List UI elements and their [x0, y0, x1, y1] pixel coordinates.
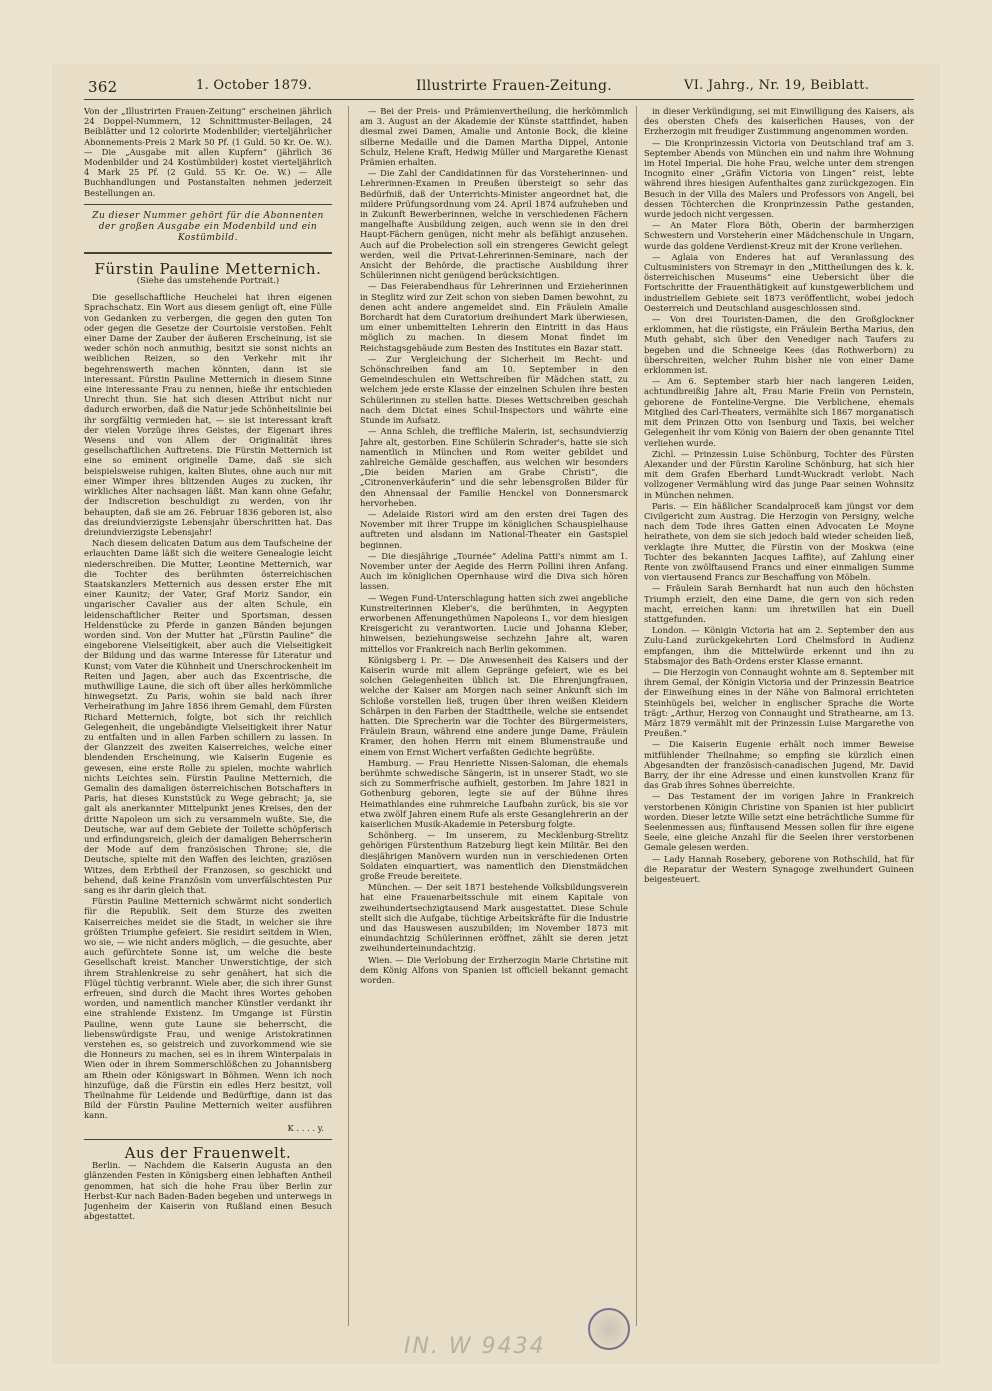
news-paragraph: — Lady Hannah Rosebery, geborene von Rothschild, hat für die Reparatur der Western Synagoge zweihundert Guineen beigesteuert.	[644, 853, 914, 885]
volume-info: VI. Jahrg., Nr. 19, Beiblatt.	[684, 78, 870, 93]
article-title: Fürstin Pauline Metternich.	[94, 259, 322, 278]
divider	[84, 1139, 332, 1140]
news-paragraph: — Fräulein Sarah Bernhardt hat nun auch den höchsten Triumph erzielt, den eine Dame, die gern von sich reden macht, erreichen kann: um ihretwillen hat ein Duell stattgefunden.	[644, 583, 914, 624]
divider	[84, 204, 332, 205]
news-paragraph: Paris. — Ein häßlicher Scandalproceß kam jüngst vor dem Civilgericht zum Austrag. Die Herzogin von Persigny, welche nach dem Tode ihres Gatten einen Advocaten Le Moyne heirathete, von dem sie sich jedoch bald wieder scheiden ließ, verklagte ihre Mutter, die Fürstin von der Moskwa (eine Tochter des bekannten Jacques Laffite), auf Zahlung einer Rente von zwölftausend Francs und einer einmaligen Summe von viertausend Francs zur Beschaffung von Möbeln.	[644, 500, 914, 583]
page-number: 362	[88, 78, 118, 96]
news-paragraph: Königsberg i. Pr. — Die Anwesenheit des Kaisers und der Kaiserin wurde mit allem Gepränge gefeiert, wie es bei solchen Gelegenheiten üblich ist. Die Ehrenjungfrauen, welche der Kaiser am Morgen nach seiner Ankunft sich im Schloße vorstellen ließ, trugen über ihren weißen Kleidern Schärpen in den Farben der Stadttheile, welche sie entsendet hatten. Die Sprecherin war die Tochter des Bürgermeisters, Fräulein Braun, während eine andere junge Dame, Fräulein Kramer, den hohen Herrn mit einem Blumenstrauße und einem von Ernst Wichert verfaßten Gedichte begrüßte.	[360, 654, 628, 757]
news-paragraph: Berlin. — Nachdem die Kaiserin Augusta an den glänzenden Festen in Königsberg einen lebhaften Antheil genommen, hat sich die hohe Frau über Berlin zur Herbst-Kur nach Baden-Baden begeben und unterwegs in Jugenheim der Kaiserin von Rußland einen Besuch abgestattet.	[84, 1160, 332, 1222]
column-rule-1	[348, 106, 349, 1326]
section-title: Aus der Frauenwelt.	[124, 1143, 292, 1162]
column-1	[84, 106, 332, 1356]
news-paragraph: London. — Königin Victoria hat am 2. September den aus Zulu-Land zurückgekehrten Lord Chelmsford in Audienz empfangen, ihm die Mittelwürde erkennt und ihn zu Stabsmajor des Bath-Ordens erster Klasse ernannt.	[644, 625, 914, 666]
news-paragraph: — Bei der Preis- und Prämienvertheilung, die herkömmlich am 3. August an der Akademie der Künste stattfindet, haben diesmal zwei Damen, Amalie und Antonie Bock, die kleine silberne Medaille und die Damen Martha Dippel, Antonie Schulz, Helene Kraft, Hedwig Müller und Margarethe Kienast Prämien erhalten.	[360, 106, 628, 168]
author-signature: K . . . . y.	[287, 1122, 324, 1133]
shelfmark: IN. W 9434	[404, 1334, 546, 1359]
news-paragraph: in dieser Verkündigung, sei mit Einwilligung des Kaisers, als des obersten Chefs des kaiserlichen Hauses, von der Erzherzogin mit freudiger Zustimmung angenommen worden.	[644, 106, 914, 137]
news-paragraph: — Die diesjährige „Tournée“ Adelina Patti's nimmt am 1. November unter der Aegide des Herrn Pollini ihren Anfang. Auch im königlichen Opernhause wird die Diva sich hören lassen.	[360, 550, 628, 592]
journal-title: Illustrirte Frauen-Zeitung.	[416, 78, 612, 94]
issue-date: 1. October 1879.	[196, 78, 312, 93]
page-header	[84, 78, 914, 100]
news-paragraph: — Von drei Touristen-Damen, die den Großglockner erklommen, hat die rüstigste, ein Fräulein Bertha Marius, den Muth gehabt, sich über den Venediger nach Taufers zu begeben und die Schneeige Kees (das Rothwerborn) zu überschreiten, welcher Ruhm bisher nie von einer Dame erklommen ist.	[644, 314, 914, 376]
subscription-notice: Von der „Illustrirten Frauen-Zeitung“ erscheinen jährlich 24 Doppel-Nummern, 12 Schnittmuster-Beilagen, 24 Beiblätter und 12 colorirte Modenbilder; vierteljährlicher Abonnements-Preis 2 Mark 50 Pf. (1 Guld. 50 Kr. Oe. W.). — Die „Ausgabe mit allen Kupfern“ (jährlich 36 Modenbilder und 24 Kostümbilder) kostet vierteljährlich 4 Mark 25 Pf. (2 Guld. 55 Kr. Oe. W.) — Alle Buchhandlungen und Postanstalten nehmen jederzeit Bestellungen an.	[84, 106, 332, 198]
news-paragraph: — Aglaia von Enderes hat auf Veranlassung des Cultusministers von Stremayr in den „Mittheilungen des k. k. österreichischen Museums“ eine Uebersicht über die Fortschritte der Frauenthätigkeit auf kunstgewerblichem und industriellem Gebiete seit 1873 veröffentlicht, wobei jedoch Oesterreich und Deutschland ausgeschlossen sind.	[644, 251, 914, 313]
news-paragraph: — Adelaide Ristori wird am den ersten drei Tagen des November mit ihrer Truppe im königlichen Schauspielhause auftreten und alsdann im National-Theater ein Gastspiel beginnen.	[360, 508, 628, 550]
news-paragraph: Zichl. — Prinzessin Luise Schönburg, Tochter des Fürsten Alexander und der Fürstin Karoline Schönburg, hat sich hier mit dem Grafen Eberhard Lundt-Wuckradt verlobt. Nach vollzogener Vermählung wird das junge Paar seinen Wohnsitz in München nehmen.	[644, 448, 914, 500]
article-paragraph: Nach diesem delicaten Datum aus dem Taufscheine der erlauchten Dame läßt sich die weitere Genealogie leicht niederschreiben. Die Mutter, Leontine Metternich, war die Tochter des berühmten österreichischen Staatskanzlers Metternich aus dessen erster Ehe mit einer Kaunitz; der Vater, Graf Moriz Sandor, ein ungarischer Cavalier aus der alten Schule, ein leidenschaftlicher Reiter und Sportsman, dessen Heldenstücke zu Pferde in ganzen Bänden bejungen worden sind. Von der Mutter hat „Fürstin Pauline“ die eingeborene Vielseitigkeit, aber auch die Vielseitigkeit der Bildung und das warme Interesse für Literatur und Kunst; vom Vater die Kühnheit und Unerschrockenheit im Reiten und Jagen, aber auch das Excentrische, die muthwillige Laune, die sich oft über alles herkömmliche hinwegsetzt. Zu Paris, wohin sie bald nach ihrer Verheirathung im Jahre 1856 ihrem Gemahl, dem Fürsten Richard Metternich, folgte, bot sich ihr reichlich Gelegenheit, die ungebändigte Vielseitigkeit ihrer Natur zu entfalten und in allen Farben schillern zu lassen. In der Glanzzeit des zweiten Kaiserreiches, welche einer blendenden Erscheinung, wie Kaiserin Eugenie es gewesen, eine erste Rolle zu spielen, mochte wahrlich nichts Leichtes sein. Fürstin Pauline Metternich, die Gemalin des damaligen österreichischen Botschafters in Paris, hat dieses Kunststück zu Wege gebracht; ja, sie galt als anerkannter Mittelpunkt jenes Kreises, den der dritte Napoleon um sich zu versammeln wußte. Sie, die Deutsche, war auf dem Gebiete der Toilette schöpferisch und erfindungsreich, gleich der damaligen Beherrscherin der Mode auf dem französischen Throne; sie, die Deutsche, spielte mit den Waffen des leichten, graziösen Witzes, dem Erbtheil der Franzosen, so geschickt und behend, daß keine Französin vom unverfälschtesten Pur sang es ihr darin gleich that.	[84, 538, 332, 896]
news-paragraph: — Die Kaiserin Eugenie erhält noch immer Beweise mitfühlender Theilnahme; so empfing sie kürzlich einen Abgesandten der französisch-canadischen Jugend, Mr. David Barry, der ihr eine Adresse und einen kunstvollen Kranz für das Grab ihres Sohnes überreichte.	[644, 739, 914, 791]
news-paragraph: — Die Herzogin von Connaught wohnte am 8. September mit ihrem Gemal, der Königin Victoria und der Prinzessin Beatrice der Einweihung eines in der Nähe von Balmoral errichteten Steinhügels bei, welcher in englischer Sprache die Worte trägt: „Arthur, Herzog von Connaught und Strathearne, am 13. März 1879 vermählt mit der Prinzessin Luise Margarethe von Preußen.“	[644, 666, 914, 739]
news-paragraph: — Das Testament der im vorigen Jahre in Frankreich verstorbenen Königin Christine von Spanien ist hier publicirt worden. Dieser letzte Wille setzt eine beträchtliche Summe für Seelenmessen aus; fünftausend Messen sollen für ihre eigene Seele, eine gleiche Anzahl für die Seelen ihrer verstorbenen Gemale gelesen werden.	[644, 791, 914, 853]
library-stamp-icon	[588, 1308, 630, 1350]
news-paragraph: — Am 6. September starb hier nach langeren Leiden, achtundbreißig Jahre alt, Frau Marie Freiin von Pernstein, geborene de Fonteline-Vergne. Die Verblichene, ehemals Mitglied des Carl-Theaters, vermählte sich 1867 morganatisch mit dem Prinzen Otto von Isenburg und Taxis, bei welcher Gelegenheit ihr vom König von Baiern der oben genannte Titel verliehen wurde.	[644, 376, 914, 448]
newspaper-page	[84, 66, 914, 1356]
article-subtitle: (Siehe das umstehende Portrait.)	[136, 276, 280, 287]
news-paragraph: — Das Feierabendhaus für Lehrerinnen und Erzieherinnen in Steglitz wird zur Zeit schon von sieben Damen bewohnt, zu denen acht andere angemeldet sind. Ein Fräulein Amalie Borchardt hat dem Curatorium dreihundert Mark überwiesen, um einer unbemittelten Lehrerin den Eintritt in das Haus möglich zu machen. In diesem Monat findet im Reichstagsgebäude zum Besten des Institutes ein Bazar statt.	[360, 281, 628, 353]
header-rule	[84, 99, 914, 100]
news-paragraph: — Wegen Fund-Unterschlagung hatten sich zwei angebliche Kunstreiterinnen Kleber's, die berühmten, in Aegypten erworbenen Affenungethümen Napoleons I., vor dem hiesigen Kreisgericht zu verantworten. Lucie und Johanna Kleber, hinweisen, beziehungsweise sechzehn Jahre alt, waren mittellos vor Frankreich nach Berlin gekommen.	[360, 592, 628, 654]
news-paragraph: — Zur Vergleichung der Sicherheit im Recht- und Schönschreiben fand am 10. September in den Gemeindeschulen ein Wettschreiben für Mädchen statt, zu welchem jede erste Klasse der einzelnen Schulen ihre besten Schülerinnen zu stellen hatte. Dieses Wettschreiben geschah nach dem Dictat eines Schul-Inspectors und währte eine Stunde im Aufsatz.	[360, 353, 628, 426]
article-paragraph: Fürstin Pauline Metternich schwärmt nicht sonderlich für die Republik. Seit dem Sturze des zweiten Kaiserreiches meidet sie die Stadt, in welcher sie ihre größten Triumphe gefeiert. Sie residirt seitdem in Wien, wo sie, — wie nicht anders möglich, — die gesuchte, aber auch gefürchtete Sonne ist, um welche die beste Gesellschaft kreist. Mancher Unwerstichtige, der sich ihrem Strahlenkreise zu sehr genähert, hat sich die Flügel tüchtig verbrannt. Wiele aber, die sich ihrer Gunst erfreuen, sind durch die Macht ihres Wortes gehoben worden, und namentlich mancher Künstler verdankt ihr eine strahlende Existenz. Im Umgange ist Fürstin Pauline, wenn gute Laune sie beherrscht, die liebenswürdigste Frau, und wenige Aristokratinnen verstehen es, so geistreich und zuvorkommend wie sie die Honneurs zu machen, sei es in ihrem Winterpalais in Wien oder in ihrem Sommerschlößchen zu Johannisberg am Rhein oder Königswart in Böhmen. Wenn ich noch hinzufüge, daß die Fürstin ein edles Herz besitzt, voll Theilnahme für Leidende und Bedürftige, dann ist das Bild der Fürstin Pauline Metternich weiter ausführen kann.	[84, 896, 332, 1121]
news-paragraph: — Die Kronprinzessin Victoria von Deutschland traf am 3. September Abends von München ein und nahm ihre Wohnung im Hotel Imperial. Die hohe Frau, welche unter dem strengen Incognito einer „Gräfin Victoria von Lingen“ reist, lebte während ihres hiesigen Aufenthaltes ganz zurückgezogen. Ein Besuch in der Villa des Malers und Professors von Angeli, bei dessen Töchterchen die Kronprinzessin Pathe gestanden, wurde jedoch nicht vergessen.	[644, 137, 914, 220]
double-divider	[84, 252, 332, 256]
news-paragraph: — Anna Schleh, die treffliche Malerin, ist, sechsundvierzig Jahre alt, gestorben. Eine Schülerin Schrader's, hatte sie sich namentlich in München und Rom weiter gebildet und zahlreiche Gemälde geschaffen, aus welchen wir besonders „Die beiden Marien am Grabe Christi“, die „Citronenverkäuferin“ und die sehr lebensgroßen Bilder für den Ahnensaal der Familie Henckel von Donnersmarck hervorheben.	[360, 426, 628, 508]
news-paragraph: — Die Zahl der Candidatinnen für das Vorsteherinnen- und Lehrerinnen-Examen in Preußen übersteigt so sehr das Bedürfniß, daß der Unterrichts-Minister angeordnet hat, die mildere Prüfungsordnung vom 24. April 1874 aufzuheben und in Zukunft Bewerberinnen, welche in verschiedenen Fächern mangelhafte Ausbildung zeigen, auch wenn sie in den drei Haupt-Fächern genügen, nicht mehr als befähigt anzusehen. Auch auf die Probelection soll ein strengeres Gewicht gelegt werden, weil die Privat-Lehrerinnen-Seminare, nach der Ansicht der Behörde, die practische Ausbildung ihrer Schülerinnen nicht genügend berücksichtigen.	[360, 168, 628, 281]
news-paragraph: Hamburg. — Frau Henriette Nissen-Saloman, die ehemals berühmte schwedische Sängerin, ist in unserer Stadt, wo sie sich zu Sommerfrische aufhielt, gestorben. Im Jahre 1821 in Gothenburg geboren, legte sie auf der Bühne ihres Heimathlandes eine ruhmreiche Laufbahn zurück, bis sie vor etwa zwölf Jahren einem Rufe als erste Gesanglehrerin an der kaiserlichen Musik-Akademie in Petersburg folgte.	[360, 757, 628, 830]
article-paragraph: Die gesellschaftliche Heuchelei hat ihren eigenen Sprachschatz. Ein Wort aus diesem genügt oft, eine Fülle von Gedanken zu verbergen, die gegen den guten Ton oder gegen die Gesetze der Courtoisie verstoßen. Fehlt einer Dame der Zauber der äußeren Erscheinung, ist sie weder schön noch anmuthig, besitzt sie sonst nichts an weiblichen Reizen, so den Verkehr mit ihr begehrenswerth machen könnten, dann ist sie interessant. Fürstin Pauline Metternich in diesem Sinne eine interessante Frau zu nennen, hieße ihr entschieden Unrecht thun. Sie hat sich diesen Attribut nicht nur dadurch erworben, daß die Natur jede Schönheitslinie bei ihr sorgfältig vermieden hat, — sie ist interessant kraft der vielen Vorzüge ihres Geistes, der Eigenart ihres Wesens und von Allem der Originalität ihres gesellschaftlichen Auftretens. Die Fürstin Metternich ist eine so eminent originelle Dame, daß sie sich beispielsweise ruhigen, kalten Blutes, ohne auch nur mit einer Wimper ihres blitzenden Auges zu zucken, ihr wirkliches Alter nachsagen läßt. Man kann ohne Gefahr, der Indiscretion beschuldigt zu werden, von ihr behaupten, daß sie am 26. Februar 1836 geboren ist, also das dreiundvierzigste Lebensjahr überschritten hat. Das dreiundvierzigste Lebensjahr!	[84, 292, 332, 537]
column-rule-2	[636, 106, 637, 1326]
edition-note: Zu dieser Nummer gehört für die Abonnenten der großen Ausgabe ein Modenbild und ein Kostümbild.	[92, 210, 324, 243]
news-paragraph: München. — Der seit 1871 bestehende Volksbildungsverein hat eine Frauenarbeitsschule mit einem Kapitale von zweihundertsechzigtausend Mark ausgestattet. Diese Schule stellt sich die Aufgabe, tüchtige Arbeitskräfte für die Industrie und das Hauswesen auszubilden; im November 1873 mit einundachtzig Schülerinnen eröffnet, zählt sie deren jetzt zweihunderteinundachtzig.	[360, 882, 628, 954]
column-2	[360, 106, 628, 1356]
news-paragraph: Wien. — Die Verlobung der Erzherzogin Marie Christine mit dem König Alfons von Spanien ist officiell bekannt gemacht worden.	[360, 954, 628, 986]
news-paragraph: — An Mater Flora Böth, Oberin der barmherzigen Schwestern und Vorsteherin einer Mädchenschule in Ungarn, wurde das goldene Verdienst-Kreuz mit der Krone verliehen.	[644, 220, 914, 251]
column-3	[644, 106, 914, 1356]
news-paragraph: Schönberg. — Im unserem, zu Mecklenburg-Strelitz gehörigen Fürstenthum Ratzeburg liegt kein Militär. Bei den diesjährigen Manövern wurden nun in verschiedenen Orten Soldaten einquartiert, was namentlich den Dienstmädchen große Freude bereitete.	[360, 830, 628, 882]
